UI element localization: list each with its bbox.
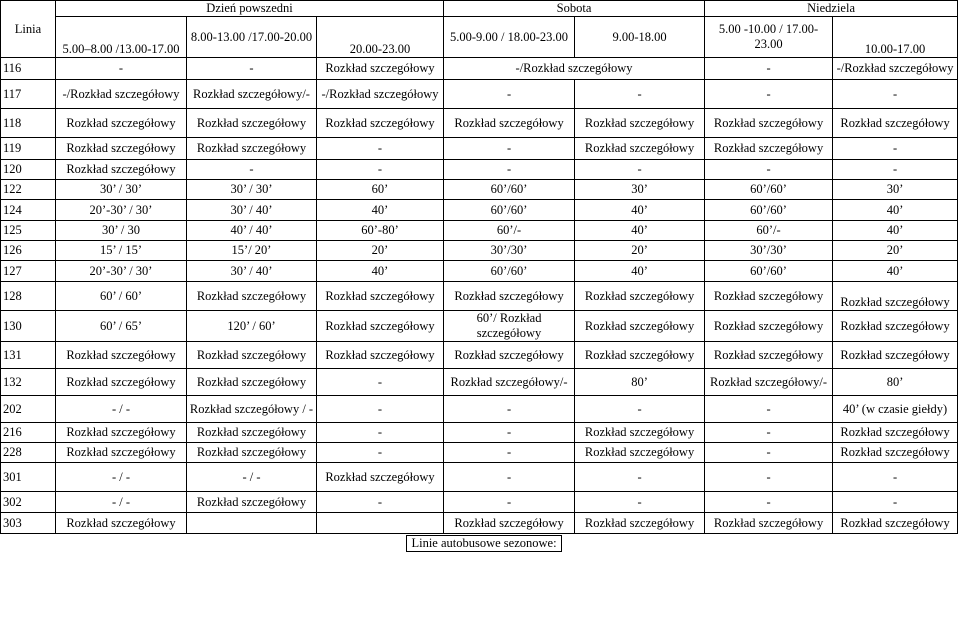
schedule-cell: - [317, 160, 444, 180]
schedule-cell: Rozkład szczegółowy [833, 342, 958, 369]
table-row [1, 492, 958, 513]
schedule-cell: Rozkład szczegółowy [705, 138, 833, 160]
schedule-cell: 60’/60’ [705, 261, 833, 282]
schedule-cell: - [444, 138, 575, 160]
schedule-cell [317, 513, 444, 534]
schedule-cell: 40’ [317, 261, 444, 282]
schedule-cell: 30’/30’ [444, 241, 575, 261]
schedule-cell: Rozkład szczegółowy [56, 423, 187, 443]
line-number: 131 [1, 342, 56, 369]
schedule-cell: Rozkład szczegółowy [575, 423, 705, 443]
line-number: 117 [1, 80, 56, 109]
schedule-cell: Rozkład szczegółowy [444, 282, 575, 311]
group-header-weekday: Dzień powszedni [56, 1, 444, 17]
table-row [1, 58, 958, 80]
schedule-cell: 60’-80’ [317, 221, 444, 241]
table-row [1, 396, 958, 423]
table-row [1, 80, 958, 109]
schedule-cell: 20’-30’ / 30’ [56, 200, 187, 221]
schedule-cell: 30’ / 40’ [187, 261, 317, 282]
table-row [1, 463, 958, 492]
time-band-header: 9.00-18.00 [575, 17, 705, 58]
schedule-cell: Rozkład szczegółowy / - [187, 396, 317, 423]
schedule-cell: Rozkład szczegółowy [833, 282, 958, 311]
schedule-cell: 30’ / 30’ [56, 180, 187, 200]
schedule-cell: Rozkład szczegółowy [187, 423, 317, 443]
schedule-cell: 60’ [317, 180, 444, 200]
schedule-cell: Rozkład szczegółowy [317, 342, 444, 369]
schedule-cell: - [317, 396, 444, 423]
schedule-cell: - [705, 160, 833, 180]
schedule-cell: Rozkład szczegółowy [575, 311, 705, 342]
line-number: 130 [1, 311, 56, 342]
schedule-cell: Rozkład szczegółowy [317, 463, 444, 492]
schedule-cell: Rozkład szczegółowy [317, 282, 444, 311]
schedule-cell: Rozkład szczegółowy [187, 342, 317, 369]
schedule-cell: Rozkład szczegółowy [56, 138, 187, 160]
schedule-cell: Rozkład szczegółowy [444, 513, 575, 534]
schedule-cell: 40’ [575, 221, 705, 241]
schedule-cell: 15’ / 15’ [56, 241, 187, 261]
schedule-cell: - [705, 58, 833, 80]
seasonal-lines-label: Linie autobusowe sezonowe: [406, 535, 561, 552]
schedule-cell: Rozkład szczegółowy [56, 443, 187, 463]
schedule-cell: 40’ / 40’ [187, 221, 317, 241]
schedule-cell: 60’ / 65’ [56, 311, 187, 342]
line-number: 124 [1, 200, 56, 221]
table-row [1, 180, 958, 200]
line-number: 119 [1, 138, 56, 160]
table-row [1, 221, 958, 241]
schedule-cell: 40’ [575, 261, 705, 282]
schedule-cell: Rozkład szczegółowy [444, 342, 575, 369]
schedule-cell: 40’ [833, 200, 958, 221]
schedule-cell: Rozkład szczegółowy [705, 311, 833, 342]
schedule-cell: 80’ [575, 369, 705, 396]
schedule-cell: - [444, 423, 575, 443]
schedule-cell: 60’ / 60’ [56, 282, 187, 311]
schedule-cell: - [705, 396, 833, 423]
schedule-cell: Rozkład szczegółowy [705, 109, 833, 138]
schedule-cell: - [444, 443, 575, 463]
schedule-cell: 30’ [575, 180, 705, 200]
schedule-cell: Rozkład szczegółowy [56, 369, 187, 396]
table-row [1, 342, 958, 369]
schedule-cell: - [833, 80, 958, 109]
schedule-cell: Rozkład szczegółowy/- [705, 369, 833, 396]
schedule-cell: - [705, 80, 833, 109]
schedule-cell: - [317, 443, 444, 463]
schedule-cell: 60’/60’ [705, 180, 833, 200]
schedule-cell: - / - [56, 492, 187, 513]
time-band-header: 5.00 -10.00 / 17.00-23.00 [705, 17, 833, 58]
schedule-cell: - [705, 463, 833, 492]
schedule-cell: Rozkład szczegółowy [444, 109, 575, 138]
line-number: 302 [1, 492, 56, 513]
schedule-cell: 60’/60’ [705, 200, 833, 221]
schedule-cell: - [833, 492, 958, 513]
line-number: 132 [1, 369, 56, 396]
schedule-cell: Rozkład szczegółowy [575, 138, 705, 160]
schedule-cell: Rozkład szczegółowy [56, 342, 187, 369]
schedule-cell: - [575, 160, 705, 180]
group-header-sunday: Niedziela [705, 1, 958, 17]
schedule-cell: - [444, 463, 575, 492]
schedule-cell: Rozkład szczegółowy [187, 443, 317, 463]
table-row [1, 513, 958, 534]
schedule-cell: Rozkład szczegółowy [705, 342, 833, 369]
schedule-cell: Rozkład szczegółowy [575, 513, 705, 534]
column-header-linia: Linia [1, 1, 56, 58]
schedule-cell: - [833, 160, 958, 180]
schedule-cell: Rozkład szczegółowy [833, 513, 958, 534]
schedule-cell: -/Rozkład szczegółowy [833, 58, 958, 80]
schedule-cell: - [705, 423, 833, 443]
schedule-cell: - [705, 492, 833, 513]
schedule-cell: 60’/- [705, 221, 833, 241]
table-row [1, 443, 958, 463]
line-number: 116 [1, 58, 56, 80]
schedule-cell: 40’ [833, 261, 958, 282]
schedule-cell: 80’ [833, 369, 958, 396]
time-band-header: 5.00-9.00 / 18.00-23.00 [444, 17, 575, 58]
schedule-cell: 30’ [833, 180, 958, 200]
schedule-cell: 30’ / 30 [56, 221, 187, 241]
schedule-cell: Rozkład szczegółowy [575, 282, 705, 311]
schedule-cell: Rozkład szczegółowy [575, 342, 705, 369]
schedule-cell: Rozkład szczegółowy [833, 109, 958, 138]
schedule-cell: Rozkład szczegółowy [705, 513, 833, 534]
line-number: 125 [1, 221, 56, 241]
schedule-cell: Rozkład szczegółowy [187, 369, 317, 396]
schedule-cell: Rozkład szczegółowy [56, 160, 187, 180]
line-number: 216 [1, 423, 56, 443]
line-number: 127 [1, 261, 56, 282]
table-row [1, 109, 958, 138]
schedule-cell: - / - [187, 463, 317, 492]
schedule-cell: - [444, 492, 575, 513]
schedule-cell: Rozkład szczegółowy [187, 109, 317, 138]
schedule-cell: - [317, 369, 444, 396]
schedule-cell [187, 513, 317, 534]
schedule-cell: Rozkład szczegółowy [833, 423, 958, 443]
schedule-cell: - [705, 443, 833, 463]
schedule-cell: 40’ (w czasie giełdy) [833, 396, 958, 423]
line-number: 120 [1, 160, 56, 180]
schedule-cell: Rozkład szczegółowy/- [444, 369, 575, 396]
schedule-cell: 20’ [317, 241, 444, 261]
schedule-cell: Rozkład szczegółowy [187, 492, 317, 513]
schedule-cell: 20’ [833, 241, 958, 261]
schedule-cell: -/Rozkład szczegółowy [317, 80, 444, 109]
table-row [1, 200, 958, 221]
line-number: 126 [1, 241, 56, 261]
schedule-cell: 60’/60’ [444, 261, 575, 282]
schedule-cell: - [575, 80, 705, 109]
schedule-cell: Rozkład szczegółowy [575, 443, 705, 463]
seasonal-row [1, 534, 958, 552]
table-row [1, 282, 958, 311]
schedule-cell: 40’ [833, 221, 958, 241]
schedule-cell: - [575, 396, 705, 423]
schedule-cell: - / - [56, 396, 187, 423]
line-number: 122 [1, 180, 56, 200]
line-number: 301 [1, 463, 56, 492]
line-number: 118 [1, 109, 56, 138]
group-header-saturday: Sobota [444, 1, 705, 17]
time-band-header: 10.00-17.00 [833, 17, 958, 58]
schedule-cell: 20’ [575, 241, 705, 261]
table-row [1, 311, 958, 342]
schedule-cell: - [575, 492, 705, 513]
schedule-cell: Rozkład szczegółowy [317, 109, 444, 138]
line-number: 228 [1, 443, 56, 463]
schedule-cell: - [317, 492, 444, 513]
schedule-cell: - [317, 423, 444, 443]
schedule-cell: Rozkład szczegółowy [575, 109, 705, 138]
schedule-cell: Rozkład szczegółowy [56, 513, 187, 534]
schedule-cell: Rozkład szczegółowy/- [187, 80, 317, 109]
schedule-cell: -/Rozkład szczegółowy [56, 80, 187, 109]
schedule-cell: - [833, 463, 958, 492]
table-row [1, 241, 958, 261]
schedule-cell: Rozkład szczegółowy [56, 109, 187, 138]
schedule-cell: - [187, 58, 317, 80]
schedule-cell: Rozkład szczegółowy [705, 282, 833, 311]
table-row [1, 138, 958, 160]
schedule-cell: 30’/30’ [705, 241, 833, 261]
time-band-header: 8.00-13.00 /17.00-20.00 [187, 17, 317, 58]
schedule-cell: Rozkład szczegółowy [833, 311, 958, 342]
schedule-cell: Rozkład szczegółowy [317, 311, 444, 342]
schedule-cell: 30’ / 40’ [187, 200, 317, 221]
schedule-cell: - [444, 160, 575, 180]
time-band-header: 20.00-23.00 [317, 17, 444, 58]
schedule-cell: 40’ [317, 200, 444, 221]
schedule-cell: - [444, 80, 575, 109]
schedule-cell: Rozkład szczegółowy [187, 282, 317, 311]
schedule-cell: -/Rozkład szczegółowy [444, 58, 705, 80]
schedule-cell: - / - [56, 463, 187, 492]
line-number: 202 [1, 396, 56, 423]
schedule-cell: 20’-30’ / 30’ [56, 261, 187, 282]
schedule-cell: - [187, 160, 317, 180]
table-row [1, 369, 958, 396]
table-row [1, 160, 958, 180]
schedule-cell: 60’/- [444, 221, 575, 241]
line-number: 303 [1, 513, 56, 534]
schedule-cell: 60’/ Rozkład szczegółowy [444, 311, 575, 342]
schedule-cell: 40’ [575, 200, 705, 221]
line-number: 128 [1, 282, 56, 311]
schedule-cell: Rozkład szczegółowy [833, 443, 958, 463]
table-row [1, 261, 958, 282]
schedule-cell: - [575, 463, 705, 492]
schedule-cell: 60’/60’ [444, 200, 575, 221]
schedule-cell: - [56, 58, 187, 80]
schedule-cell: 30’ / 30’ [187, 180, 317, 200]
schedule-cell: 60’/60’ [444, 180, 575, 200]
schedule-cell: Rozkład szczegółowy [187, 138, 317, 160]
schedule-cell: - [833, 138, 958, 160]
table-row [1, 423, 958, 443]
schedule-cell: 120’ / 60’ [187, 311, 317, 342]
schedule-cell: 15’/ 20’ [187, 241, 317, 261]
time-band-header: 5.00–8.00 /13.00-17.00 [56, 17, 187, 58]
schedule-cell: - [444, 396, 575, 423]
schedule-cell: Rozkład szczegółowy [317, 58, 444, 80]
schedule-cell: - [317, 138, 444, 160]
